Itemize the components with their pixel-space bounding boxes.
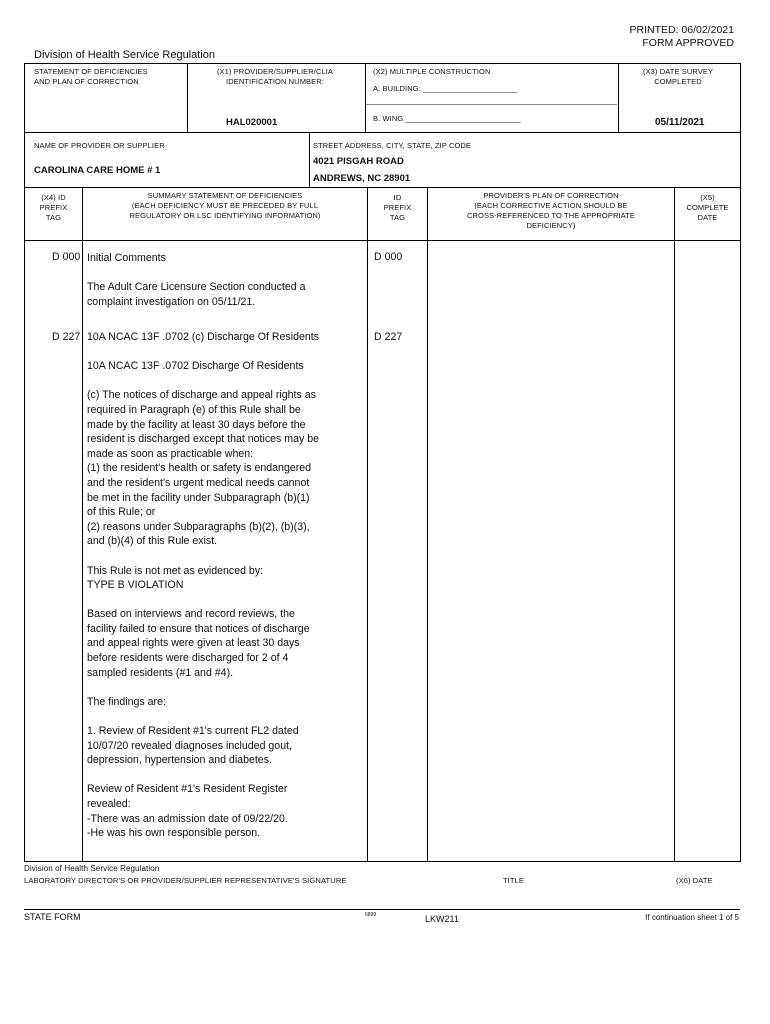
entry-paragraph: This Rule is not met as evidenced by: TYPE B VIOLATION — [87, 564, 264, 592]
footer-division: Division of Health Service Regulation — [24, 864, 160, 873]
entry-tag: D 227 — [52, 331, 81, 343]
provider-name-label: NAME OF PROVIDER OR SUPPLIER — [34, 141, 165, 150]
entry-id-tag: D 000 — [374, 251, 403, 263]
state-form-label: STATE FORM — [24, 912, 81, 922]
entry-paragraph: The Adult Care Licensure Section conducted a complaint investigation on 05/11/21. — [87, 281, 306, 308]
wing-field: B. WING ___________________________ — [373, 114, 521, 123]
entry-paragraph: Review of Resident #1's Resident Register revealed: -There was an admission date of 09/22/20. -He was his own responsible person. — [87, 783, 288, 840]
street-line-2: ANDREWS, NC 28901 — [313, 173, 411, 184]
street-label: STREET ADDRESS, CITY, STATE, ZIP CODE — [313, 141, 472, 150]
street-line-1: 4021 PISGAH ROAD — [313, 156, 404, 167]
provider-id: HAL020001 — [226, 117, 278, 128]
col-x5-header: (X5) COMPLETE DATE — [686, 193, 729, 222]
survey-date: 05/11/2021 — [655, 117, 705, 128]
col-plan-header: PROVIDER'S PLAN OF CORRECTION (EACH CORRECTIVE ACTION SHOULD BE CROSS-REFERENCED TO THE APPROPRIATE DEFICIENCY) — [467, 191, 635, 230]
continuation-sheet: If continuation sheet 1 of 5 — [645, 913, 739, 922]
x3-label: (X3) DATE SURVEY COMPLETED — [642, 67, 714, 86]
col-id-header: ID PREFIX TAG — [383, 193, 412, 222]
event-id: LKW211 — [425, 914, 459, 924]
entry-paragraph: Based on interviews and record reviews, the facility failed to ensure that notices of discharge and appeal rights were given at least 30 days before residents were discharged for 2 of 4 sampled residents (#1 and #4). — [87, 608, 310, 679]
form-code: 6899 — [365, 912, 377, 918]
entry-paragraph: 1. Review of Resident #1's current FL2 dated 10/07/20 revealed diagnoses included gout, depression, hypertension and diabetes. — [87, 725, 299, 767]
entry-tag: D 000 — [52, 251, 81, 263]
col-x4-header: (X4) ID PREFIX TAG — [39, 193, 68, 222]
col-summary-header: SUMMARY STATEMENT OF DEFICIENCIES (EACH DEFICIENCY MUST BE PRECEDED BY FULL REGULATORY OR LSC IDENTIFYING INFORMATION) — [129, 191, 321, 220]
entry-paragraph: The findings are: — [87, 695, 166, 708]
title-label: TITLE — [503, 876, 524, 885]
date-label: (X6) DATE — [676, 876, 713, 885]
building-field: A. BUILDING: ______________________ — [373, 84, 518, 93]
x1-label: (X1) PROVIDER/SUPPLIER/CLIA IDENTIFICATION NUMBER: — [216, 67, 334, 86]
printed-date: PRINTED: 06/02/2021 — [629, 24, 734, 36]
form-approved: FORM APPROVED — [642, 37, 734, 49]
entry-paragraph: 10A NCAC 13F .0702 (c) Discharge Of Residents — [87, 331, 319, 343]
division-title: Division of Health Service Regulation — [34, 49, 215, 61]
entry-text — [87, 251, 362, 309]
entry-paragraph: Initial Comments — [87, 252, 166, 264]
x2-label: (X2) MULTIPLE CONSTRUCTION — [373, 67, 491, 76]
statement-label: STATEMENT OF DEFICIENCIES AND PLAN OF CORRECTION — [34, 67, 148, 86]
entry-id-tag: D 227 — [374, 331, 403, 343]
provider-name: CAROLINA CARE HOME # 1 — [34, 165, 161, 176]
entry-paragraph: (c) The notices of discharge and appeal rights as required in Paragraph (e) of this Rule shall be made by the facility at least 30 days before the resident is discharged except that notices may be made as soon as practicable when: (1) the resident's health or safety is endangered and the resident's urgent medical needs cannot be met in the facility under Subparagraph (b)(1) of this Rule; or (2) reasons under Subparagraphs (b)(2), (b)(3), and (b)(4) of this Rule exist. — [87, 389, 320, 548]
entry-text — [87, 330, 362, 841]
entry-paragraph: 10A NCAC 13F .0702 Discharge Of Residents — [87, 360, 304, 373]
signature-label: LABORATORY DIRECTOR'S OR PROVIDER/SUPPLIER REPRESENTATIVE'S SIGNATURE — [24, 876, 347, 885]
